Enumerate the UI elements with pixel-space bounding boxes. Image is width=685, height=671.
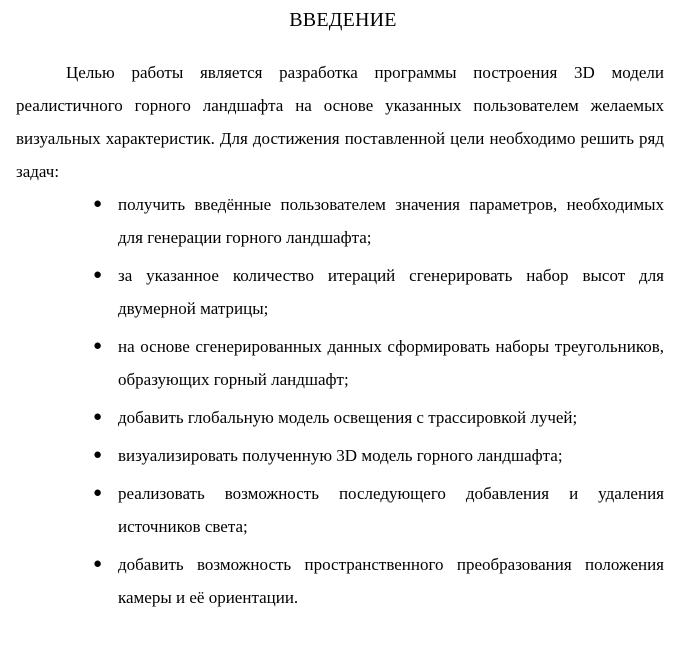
bullet-icon: ● <box>93 556 103 572</box>
list-item <box>93 401 664 434</box>
bullet-icon: ● <box>93 485 103 501</box>
document-page <box>0 8 685 671</box>
bullet-icon: ● <box>93 267 103 283</box>
list-item-text: на основе сгенерированных данных сформировать наборы треугольников, образующих горный ландшафт; <box>118 337 664 389</box>
list-item <box>93 330 664 396</box>
bullet-icon: ● <box>93 196 103 212</box>
list-item <box>93 188 664 254</box>
bullet-icon: ● <box>93 409 103 425</box>
list-item <box>93 439 664 472</box>
list-item <box>93 477 664 543</box>
intro-paragraph: Целью работы является разработка программы построения 3D модели реалистичного горного ландшафта на основе указанных пользователем желаемых визуальных характеристик. Для достижения поставленной цели необходимо решить ряд задач: <box>16 63 664 181</box>
page-title: ВВЕДЕНИЕ <box>289 9 397 31</box>
list-item-text: получить введённые пользователем значения параметров, необходимых для генерации горного ландшафта; <box>118 195 664 247</box>
list-item-text: добавить глобальную модель освещения с трассировкой лучей; <box>118 408 578 427</box>
bullet-icon: ● <box>93 447 103 463</box>
list-item-text: визуализировать полученную 3D модель горного ландшафта; <box>118 446 563 465</box>
list-item-text: добавить возможность пространственного преобразования положения камеры и её ориентации. <box>118 555 664 607</box>
bullet-icon: ● <box>93 338 103 354</box>
task-list <box>16 188 664 614</box>
list-item <box>93 259 664 325</box>
list-item-text: реализовать возможность последующего добавления и удаления источников света; <box>118 484 664 536</box>
list-item-text: за указанное количество итераций сгенерировать набор высот для двумерной матрицы; <box>118 266 664 318</box>
list-item <box>93 548 664 614</box>
